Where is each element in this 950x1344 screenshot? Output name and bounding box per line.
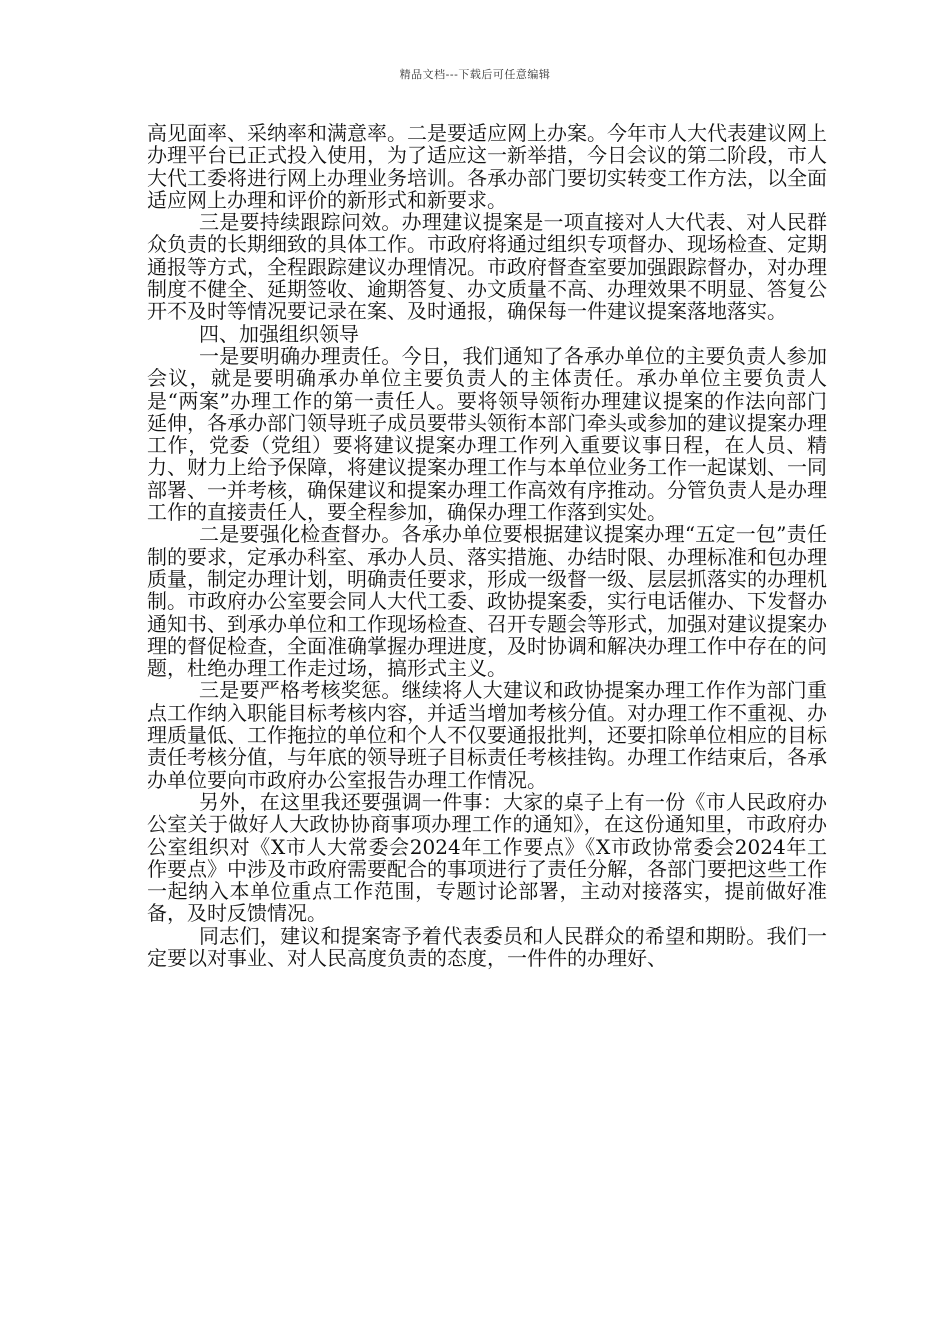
paragraph-5: 三是要严格考核奖惩。继续将人大建议和政协提案办理工作作为部门重点工作纳入职能目标考核内容，并适当增加考核分值。对办理工作不重视、办理质量低、工作拖拉的单位和个人不仅要通报批判，还要扣除单位相应的目标责任考核分值，与年底的领导班子目标责任考核挂钩。办理工作结束后，各承办单位要向市政府办公室报告办理工作情况。 bbox=[147, 678, 827, 792]
paragraph-2: 三是要持续跟踪问效。办理建议提案是一项直接对人大代表、对人民群众负责的长期细致的具体工作。市政府将通过组织专项督办、现场检查、定期通报等方式，全程跟踪建议办理情况。市政府督查室要加强跟踪督办，对办理制度不健全、延期签收、逾期答复、办文质量不高、办理效果不明显、答复公开不及时等情况要记录在案、及时通报，确保每一件建议提案落地落实。 bbox=[147, 210, 827, 324]
paragraph-6: 另外，在这里我还要强调一件事：大家的桌子上有一份《市人民政府办公室关于做好人大政协协商事项办理工作的通知》，在这份通知里，市政府办公室组织对《X市人大常委会2024年工作要点》《X市政协常委会2024年工作要点》中涉及市政府需要配合的事项进行了责任分解，各部门要把这些工作一起纳入本单位重点工作范围，专题讨论部署，主动对接落实，提前做好准备，及时反馈情况。 bbox=[147, 789, 827, 926]
section-heading: 四、加强组织领导 bbox=[199, 321, 359, 346]
page-header: 精品文档---下载后可任意编辑 bbox=[399, 68, 551, 81]
paragraph-1: 高见面率、采纳率和满意率。二是要适应网上办案。今年市人大代表建议网上办理平台已正式投入使用，为了适应这一新举措，今日会议的第二阶段，市人大代工委将进行网上办理业务培训。各承办部门要切实转变工作方法，以全面适应网上办理和评价的新形式和新要求。 bbox=[147, 121, 827, 212]
paragraph-7: 同志们，建议和提案寄予着代表委员和人民群众的希望和期盼。我们一定要以对事业、对人民高度负责的态度，一件件的办理好、 bbox=[147, 923, 827, 970]
paragraph-4: 二是要强化检查督办。各承办单位要根据建议提案办理“五定一包”责任制的要求，定承办科室、承办人员、落实措施、办结时限、办理标准和包办理质量，制定办理计划，明确责任要求，形成一级督一级、层层抓落实的办理机制。市政府办公室要会同人大代工委、政协提案委，实行电话催办、下发督办通知书、到承办单位和工作现场检查、召开专题会等形式，加强对建议提案办理的督促检查，全面准确掌握办理进度，及时协调和解决办理工作中存在的问题，杜绝办理工作走过场，搞形式主义。 bbox=[147, 522, 827, 681]
paragraph-3: 一是要明确办理责任。今日，我们通知了各承办单位的主要负责人参加会议，就是要明确承办单位主要负责人的主体责任。承办单位主要负责人是“两案”办理工作的第一责任人。要将领导领衔办理建议提案的作法向部门延伸，各承办部门领导班子成员要带头领衔本部门牵头或参加的建议提案办理工作，党委（党组）要将建议提案办理工作列入重要议事日程，在人员、精力、财力上给予保障，将建议提案办理工作与本单位业务工作一起谋划、一同部署、一并考核，确保建议和提案办理工作高效有序推动。分管负责人是办理工作的直接责任人，要全程参加，确保办理工作落到实处。 bbox=[147, 343, 827, 525]
document-body bbox=[147, 122, 827, 969]
